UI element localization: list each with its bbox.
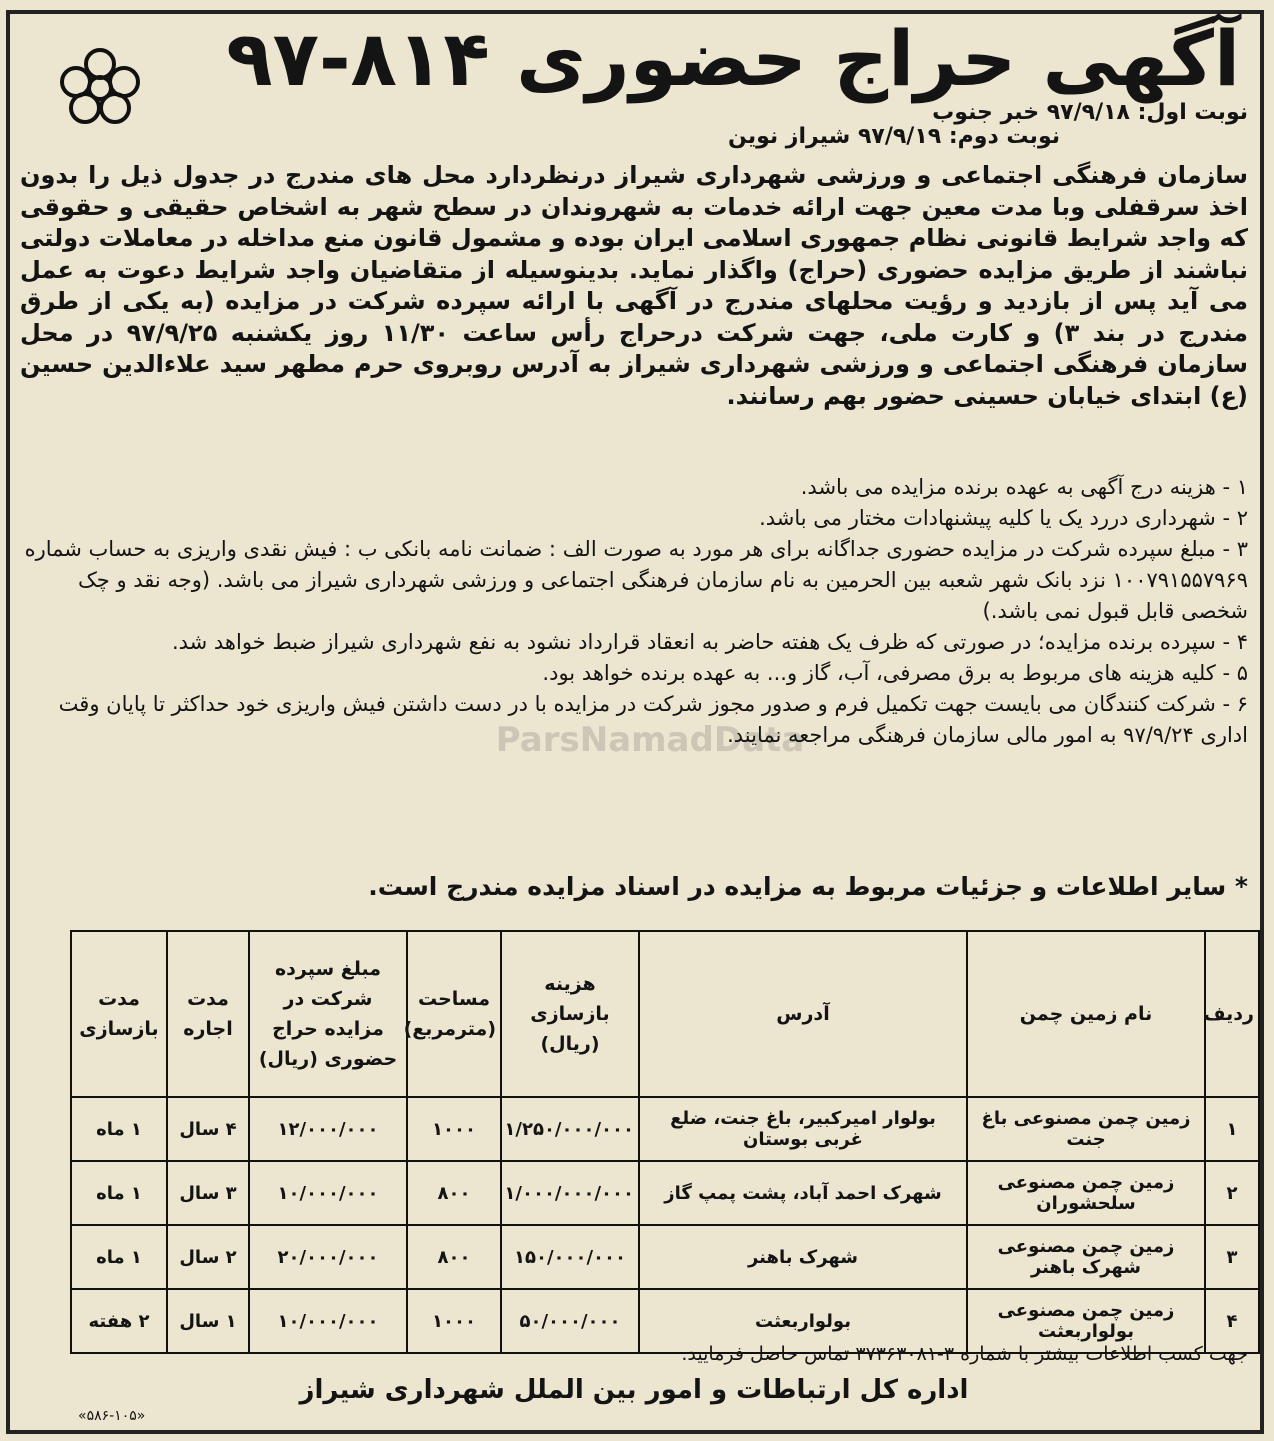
condition-item: ۳ - مبلغ سپرده شرکت در مزایده حضوری جداگانه برای هر مورد به صورت الف : ضمانت نامه بانکی ب : فیش نقدی واریزی به حساب شماره ۱۰۰۷۹۱۵۵۷۹۶۹ نزد بانک شهر شعبه بین الحرمین به نام سازمان فرهنگی اجتماعی و ورزشی شهرداری شیراز می باشد. (وجه نقد و چک شخصی قابل قبول نمی باشد.) <box>24 537 1248 623</box>
table-cell: ۱۰۰۰ <box>407 1289 501 1353</box>
table-cell: زمین چمن مصنوعی بولواربعثت <box>967 1289 1205 1353</box>
header-cell: مبلغ سپرده شرکت در مزایده حراج حضوری (ریال) <box>249 931 407 1097</box>
table-cell: ۱ ماه <box>71 1225 167 1289</box>
lands-table <box>70 930 1260 1354</box>
header-cell: ردیف <box>1205 931 1259 1097</box>
table-cell: ۱۰۰۰ <box>407 1097 501 1161</box>
table-cell: ۱ ماه <box>71 1161 167 1225</box>
table-row <box>71 1161 1259 1225</box>
header-cell: مدت بازسازی <box>71 931 167 1097</box>
shiraz-municipality-logo-icon <box>40 40 160 140</box>
condition-item: ۵ - کلیه هزینه های مربوط به برق مصرفی، آب، گاز و... به عهده برنده خواهد بود. <box>542 661 1248 685</box>
table-cell: ۴ <box>1205 1289 1259 1353</box>
table-cell: ۴ سال <box>167 1097 249 1161</box>
table-cell: ۱۰/۰۰۰/۰۰۰ <box>249 1289 407 1353</box>
table-cell: بولوار امیرکبیر، باغ جنت، ضلع غربی بوستان <box>639 1097 967 1161</box>
table-cell: ۵۰/۰۰۰/۰۰۰ <box>501 1289 639 1353</box>
table-header-row <box>71 931 1259 1097</box>
table-cell: ۲۰/۰۰۰/۰۰۰ <box>249 1225 407 1289</box>
notice-title: آگهی حراج حضوری ۸۱۴-۹۷ <box>226 14 1240 103</box>
table-cell: شهرک باهنر <box>639 1225 967 1289</box>
table-cell: ۲ <box>1205 1161 1259 1225</box>
table-cell: ۱۰/۰۰۰/۰۰۰ <box>249 1161 407 1225</box>
table-cell: شهرک احمد آباد، پشت پمپ گاز <box>639 1161 967 1225</box>
second-publication: نوبت دوم: ۹۷/۹/۱۹ شیراز نوین <box>728 124 1060 149</box>
table-cell: زمین چمن مصنوعی سلحشوران <box>967 1161 1205 1225</box>
table-cell: ۱ <box>1205 1097 1259 1161</box>
table-cell: ۲ هفته <box>71 1289 167 1353</box>
watermark: ParsNamadData <box>495 720 805 760</box>
first-publication: نوبت اول: ۹۷/۹/۱۸ خبر جنوب <box>932 100 1248 125</box>
ad-code: «۵۸۶-۱۰۵» <box>78 1408 146 1424</box>
documents-note: * سایر اطلاعات و جزئیات مربوط به مزایده در اسناد مزایده مندرج است. <box>368 872 1248 901</box>
table-cell: ۸۰۰ <box>407 1161 501 1225</box>
condition-item: ۲ - شهرداری دررد یک یا کلیه پیشنهادات مختار می باشد. <box>759 506 1248 530</box>
table-row <box>71 1097 1259 1161</box>
table-cell: ۱ سال <box>167 1289 249 1353</box>
table-cell: ۱۵۰/۰۰۰/۰۰۰ <box>501 1225 639 1289</box>
conditions-list <box>20 472 1248 751</box>
header-cell: نام زمین چمن <box>967 931 1205 1097</box>
header-cell: آدرس <box>639 931 967 1097</box>
table-cell: ۲ سال <box>167 1225 249 1289</box>
header-cell: هزینه بازسازی (ریال) <box>501 931 639 1097</box>
table-cell: بولواربعثت <box>639 1289 967 1353</box>
condition-item: ۴ - سپرده برنده مزایده؛ در صورتی که ظرف یک هفته حاضر به انعقاد قرارداد نشود به نفع شهرداری شیراز ضبط خواهد شد. <box>171 630 1248 654</box>
table-cell: ۱ ماه <box>71 1097 167 1161</box>
contact-info: جهت کسب اطلاعات بیشتر با شماره ۳-۳۷۳۶۳۰۸۱ تماس حاصل فرمایید. <box>681 1343 1248 1365</box>
table-cell: ۱/۰۰۰/۰۰۰/۰۰۰ <box>501 1161 639 1225</box>
table-cell: ۸۰۰ <box>407 1225 501 1289</box>
condition-item: ۶ - شرکت کنندگان می بایست جهت تکمیل فرم و صدور مجوز شرکت در مزایده با در دست داشتن فیش واریزی خود حداکثر تا پایان وقت اداری ۹۷/۹/۲۴ به امور مالی سازمان فرهنگی مراجعه نمایند. <box>58 692 1248 747</box>
table-cell: زمین چمن مصنوعی باغ جنت <box>967 1097 1205 1161</box>
condition-item: ۱ - هزینه درج آگهی به عهده برنده مزایده می باشد. <box>800 475 1248 499</box>
table-cell: زمین چمن مصنوعی شهرک باهنر <box>967 1225 1205 1289</box>
table-cell: ۳ سال <box>167 1161 249 1225</box>
issuer-signature: اداره کل ارتباطات و امور بین الملل شهرداری شیراز <box>299 1375 969 1405</box>
table-cell: ۱۲/۰۰۰/۰۰۰ <box>249 1097 407 1161</box>
intro-paragraph: سازمان فرهنگی اجتماعی و ورزشی شهرداری شیراز درنظردارد محل های مندرج در جدول ذیل را بدون اخذ سرقفلی وبا مدت معین جهت ارائه خدمات به شهروندان در سطح شهر به اشخاص حقیقی و حقوقی که واجد شرایط قانونی نظام جمهوری اسلامی ایران بوده و مشمول قانون منع مداخله در معاملات دولتی نباشند از طریق مزایده حضوری (حراج) واگذار نماید. بدینوسیله از متقاضیان واجد شرایط دعوت به عمل می آید پس از بازدید و رؤیت محلهای مندرج در آگهی با ارائه سپرده شرکت در مزایده (به یکی از طرق مندرج در بند ۳) و کارت ملی، جهت شرکت درحراج رأس ساعت ۱۱/۳۰ روز یکشنبه ۹۷/۹/۲۵ در محل سازمان فرهنگی اجتماعی و ورزشی شهرداری شیراز به آدرس روبروی حرم مطهر سید علاءالدین حسین (ع) ابتدای خیابان حسینی حضور بهم رسانند. <box>20 161 1249 410</box>
table-row <box>71 1225 1259 1289</box>
header-cell: مساحت (مترمربع) <box>407 931 501 1097</box>
table-cell: ۱/۲۵۰/۰۰۰/۰۰۰ <box>501 1097 639 1161</box>
table-cell: ۳ <box>1205 1225 1259 1289</box>
header-cell: مدت اجاره <box>167 931 249 1097</box>
